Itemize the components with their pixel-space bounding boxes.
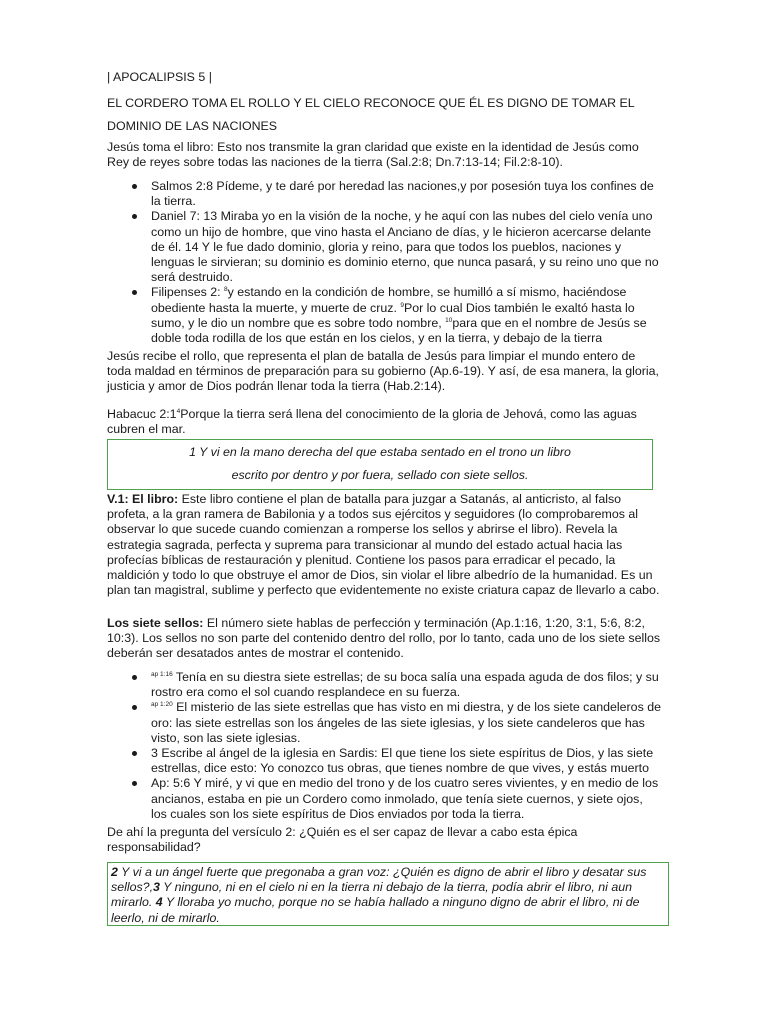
list-item <box>107 670 662 700</box>
verse-number: 9 <box>400 301 404 309</box>
filipenses-v9: Por lo cual Dios también le exaltó hasta lo sumo, y le dio un nombre que es sobre todo nombre, <box>151 300 635 330</box>
v1-text: Este libro contiene el plan de batalla para juzgar a Satanás, al anticristo, al falso profeta, a la gran ramera de Babilonia y a todos sus ejércitos y seguidores (lo comprobaremos al observar lo que sucede cuando comienzan a romperse los sellos y abrirse el libro). Revela la estrategia sagrada, perfecta y suprema para transicionar al mundo del estado actual hacia las profecías bíblicas de restauración y plenitud. Contiene los pasos para erradicar el pecado, la maldición y todo lo que obstruye el amor de Dios, sin violar el libre albedrío de la humanidad. Es un plan tan magistral, sublime y perfecto que evidentemente no existe criatura capaz de llevarlo a cabo. <box>107 492 660 598</box>
rollo-paragraph: Jesús recibe el rollo, que representa el plan de batalla de Jesús para limpiar el mundo entero de toda maldad en términos de preparación para su gobierno (Ap.6-19). Y así, de esa manera, la gloria, justicia y amor de Dios podrán llenar toda la tierra (Hab.2:14). <box>107 349 659 394</box>
verse-1-box <box>107 439 653 490</box>
daniel-text: Daniel 7: 13 Miraba yo en la visión de la noche, y he aquí con las nubes del cielo venía uno como un hijo de hombre, que vino hasta el Anciano de días, y le hicieron acercarse delante de él. 14 Y le fue dado dominio, gloria y reino, para que todos los pueblos, naciones y lenguas le sirvieran; su dominio es dominio eterno, que nunca pasará, y su reino uno que no será destruido. <box>151 209 659 285</box>
filipenses-prefix: Filipenses 2: <box>151 285 225 300</box>
salmos-text: Salmos 2:8 Pídeme, y te daré por heredad las naciones,y por posesión tuya los confines de la tierra. <box>151 179 654 209</box>
ap120-text: El misterio de las siete estrellas que has visto en mi diestra, y de los siete candeleros de oro: las siete estrellas son los ángeles de las siete iglesias, y los siete candeleros que has visto, son las siete iglesias. <box>151 700 661 745</box>
v1-paragraph <box>107 492 662 598</box>
ap116-text: Tenía en su diestra siete estrellas; de su boca salía una espada aguda de dos filos; y su rostro era como el sol cuando resplandece en su fuerza. <box>151 670 659 700</box>
scripture-list-1 <box>107 179 662 346</box>
sellos-label: Los siete sellos: <box>107 616 204 630</box>
scripture-list-2 <box>107 670 662 822</box>
list-item <box>107 746 662 776</box>
verses-2-4-box <box>107 862 669 926</box>
habacuc-prefix: Habacuc 2:1 <box>107 407 177 421</box>
question-paragraph: De ahí la pregunta del versículo 2: ¿Quién es el ser capaz de llevar a cabo esta épica responsabilidad? <box>107 825 578 855</box>
doc-heading: | APOCALIPSIS 5 | <box>107 70 212 84</box>
doc-subtitle-line2: DOMINIO DE LAS NACIONES <box>107 119 278 133</box>
verse-number: 8 <box>224 286 228 294</box>
verse-number: 4 <box>176 408 181 415</box>
verse-4-number: 4 <box>155 895 163 910</box>
list-item <box>107 700 662 746</box>
v1-label: V.1: El libro: <box>107 492 179 506</box>
verse-2-number: 2 <box>111 865 118 879</box>
verse-4-text: Y lloraba yo mucho, porque no se había hallado a ninguno digno de abrir el libro, ni de leerlo, ni de mirarlo. <box>111 895 640 925</box>
verse-1-line2: escrito por dentro y por fuera, sellado con siete sellos. <box>231 468 529 482</box>
verse-number: 10 <box>445 316 453 324</box>
ap56-text: Ap: 5:6 Y miré, y vi que en medio del trono y de los cuatro seres vivientes, y en medio de los ancianos, estaba en pie un Cordero como inmolado, que tenía siete cuernos, y siete ojos, los cuales son los siete espíritus de Dios enviados por toda la tierra. <box>151 776 659 821</box>
filipenses-v10: para que en el nombre de Jesús se doble toda rodilla de los que están en los cielos, y en la tierra, y debajo de la tierra <box>151 315 647 346</box>
sellos-paragraph <box>107 616 662 662</box>
verse-3-text: Y ninguno, ni en el cielo ni en la tierra ni debajo de la tierra, podía abrir el libro, ni aun mirarlo. <box>111 880 632 910</box>
list-item <box>107 285 662 346</box>
habacuc-text: Porque la tierra será llena del conocimiento de la gloria de Jehová, como las aguas cubren el mar. <box>107 407 637 437</box>
doc-subtitle-line1: EL CORDERO TOMA EL ROLLO Y EL CIELO RECONOCE QUE ÉL ES DIGNO DE TOMAR EL <box>107 96 635 110</box>
verse-1-line1: 1 Y vi en la mano derecha del que estaba sentado en el trono un libro <box>189 445 571 459</box>
verse-3-number: 3 <box>153 880 160 895</box>
verse-reference: ap 1:20 <box>151 701 173 709</box>
verse-reference: ap 1:16 <box>151 671 173 678</box>
list-item <box>107 776 662 822</box>
sellos-text: El número siete hablas de perfección y terminación (Ap.1:16, 1:20, 3:1, 5:6, 8:2, 10:3). Los sellos no son parte del contenido dentro del rollo, por lo tanto, cada uno de los siete sellos deberán ser desatados antes de mostrar el contenido. <box>107 616 661 661</box>
verse-2-text: Y vi a un ángel fuerte que pregonaba a gran voz: ¿Quién es digno de abrir el libro y desatar sus sellos?, <box>111 865 647 895</box>
intro-paragraph: Jesús toma el libro: Esto nos transmite la gran claridad que existe en la identidad de Jesús como Rey de reyes sobre todas las naciones de la tierra (Sal.2:8; Dn.7:13-14; Fil.2:8-10). <box>107 140 639 170</box>
filipenses-v8: y estando en la condición de hombre, se humilló a sí mismo, haciéndose obediente hasta la muerte, y muerte de cruz. <box>151 285 627 315</box>
habacuc-paragraph <box>107 407 662 437</box>
list-item <box>107 209 662 285</box>
list-item <box>107 179 662 209</box>
sardis-text: 3 Escribe al ángel de la iglesia en Sardis: El que tiene los siete espíritus de Dios, y las siete estrellas, dice esto: Yo conozco tus obras, que tienes nombre de que vives, y estás muerto <box>151 746 654 776</box>
